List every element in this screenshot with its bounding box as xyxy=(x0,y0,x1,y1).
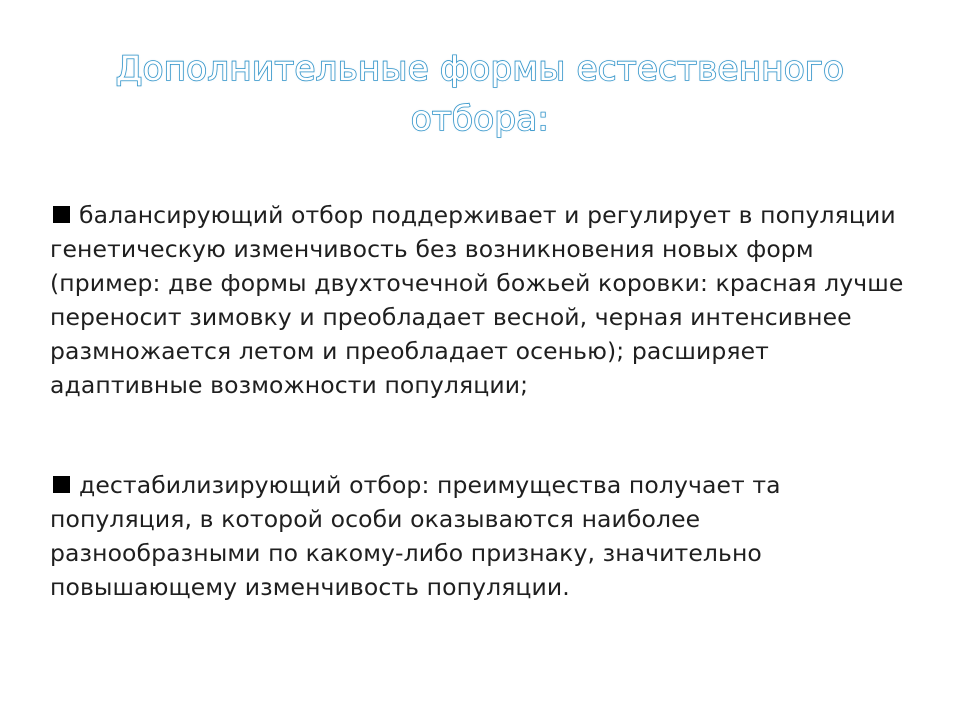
bullet-text: дестабилизирующий отбор: преимущества получает та популяция, в которой особи оказываются наиболее разнообразными по какому-либо признаку, значительно повышающему изменчивость популяции. xyxy=(50,471,781,601)
square-bullet-icon xyxy=(53,206,70,223)
slide-body xyxy=(50,198,910,604)
bullet-text: балансирующий отбор поддерживает и регулирует в популяции генетическую изменчивость без возникновения новых форм (пример: две формы двухточечной божьей коровки: красная лучше переносит зимовку и преобладает весной, черная интенсивнее размножается летом и преобладает осенью); расширяет адаптивные возможности популяции; xyxy=(50,201,904,399)
bullet-item-balancing-selection xyxy=(50,198,910,402)
slide-title: Дополнительные формы естественного отбора: xyxy=(115,49,845,139)
bullet-item-destabilizing-selection xyxy=(50,468,910,604)
square-bullet-icon xyxy=(53,476,70,493)
